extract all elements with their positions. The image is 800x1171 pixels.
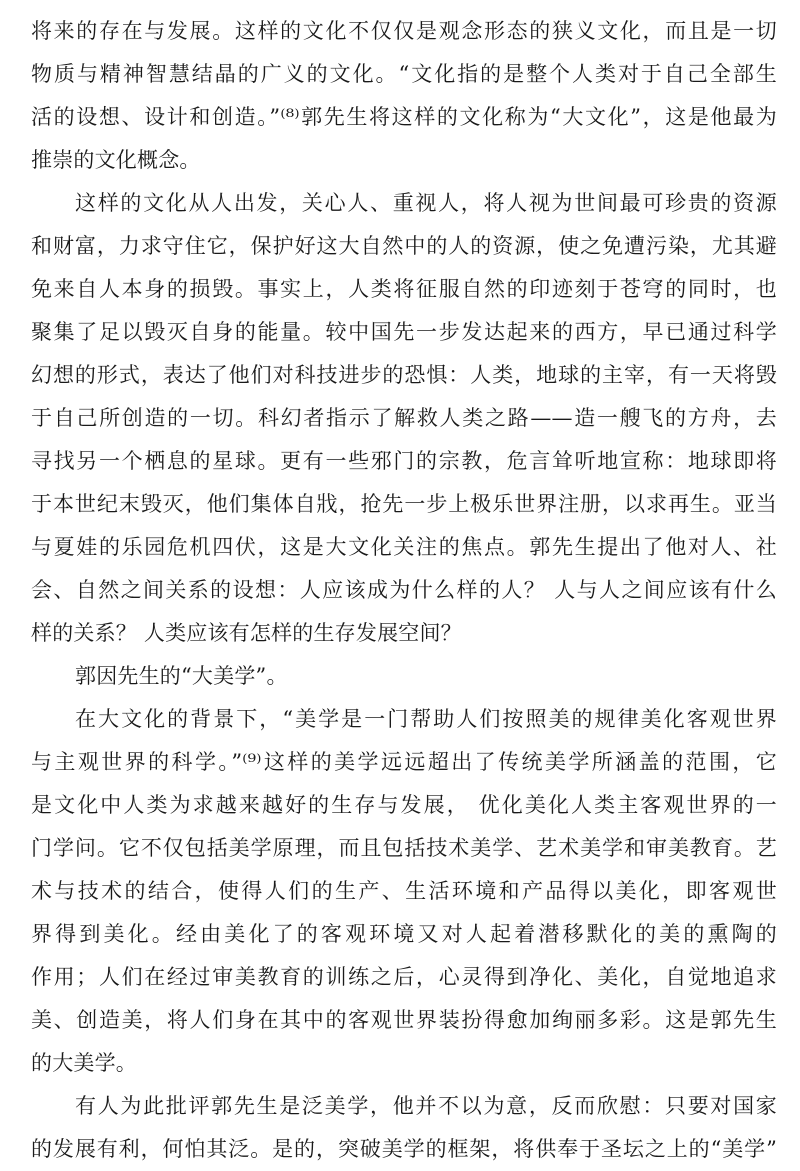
- text-line: 有人为此批评郭先生是泛美学，他并不以为意，反而欣慰：只要对国家: [75, 1094, 777, 1118]
- text-line: 和财富，力求守住它，保护好这大自然中的人的资源，使之免遭污染，尤其避: [31, 234, 777, 258]
- document-page: [31, 10, 777, 1171]
- paragraph-4: [31, 1085, 777, 1171]
- text-line: 在大文化的背景下，“美学是一门帮助人们按照美的规律美化客观世界: [75, 707, 777, 731]
- text-line: 作用；人们在经过审美教育的训练之后，心灵得到净化、美化，自觉地追求: [31, 965, 777, 989]
- text-line: 会、自然之间关系的设想：人应该成为什么样的人？ 人与人之间应该有什么: [31, 578, 777, 602]
- text-line: 美、创造美，将人们身在其中的客观世界装扮得愈加绚丽多彩。这是郭先生: [31, 1008, 777, 1032]
- paragraph-2: [31, 182, 777, 655]
- text-line: 寻找另一个栖息的星球。更有一些邪门的宗教，危言耸听地宣称：地球即将: [31, 449, 777, 473]
- text-line: 样的关系？ 人类应该有怎样的生存发展空间？: [31, 621, 462, 645]
- text-line: 幻想的形式，表达了他们对科技进步的恐惧：人类，地球的主宰，有一天将毁: [31, 363, 777, 387]
- text-line: 界得到美化。经由美化了的客观环境又对人起着潜移默化的美的熏陶的: [31, 922, 777, 946]
- section-heading: [31, 655, 777, 698]
- text-line: 活的设想、设计和创造。”⁽⁸⁾郭先生将这样的文化称为“大文化”，这是他最为: [31, 105, 777, 129]
- text-line: 推崇的文化概念。: [31, 148, 201, 172]
- text-line: 与夏娃的乐园危机四伏，这是大文化关注的焦点。郭先生提出了他对人、社: [31, 535, 777, 559]
- text-line: 与主观世界的科学。”⁽⁹⁾这样的美学远远超出了传统美学所涵盖的范围，它: [31, 750, 777, 774]
- paragraph-3: [31, 698, 777, 1085]
- text-line: 将来的存在与发展。这样的文化不仅仅是观念形态的狭义文化，而且是一切: [31, 19, 777, 43]
- text-line: 免来自人本身的损毁。事实上，人类将征服自然的印迹刻于苍穹的同时，也: [31, 277, 777, 301]
- text-line: 术与技术的结合，使得人们的生产、生活环境和产品得以美化，即客观世: [31, 879, 777, 903]
- text-line: 聚集了足以毁灭自身的能量。较中国先一步发达起来的西方，早已通过科学: [31, 320, 777, 344]
- text-line: 物质与精神智慧结晶的广义的文化。“文化指的是整个人类对于自己全部生: [31, 62, 777, 86]
- text-line: 这样的文化从人出发，关心人、重视人，将人视为世间最可珍贵的资源: [75, 191, 777, 215]
- heading-line: 郭因先生的“大美学”。: [75, 664, 288, 688]
- text-line: 于自己所创造的一切。科幻者指示了解救人类之路——造一艘飞的方舟，去: [31, 406, 777, 430]
- text-line: 是文化中人类为求越来越好的生存与发展， 优化美化人类主客观世界的一: [31, 793, 777, 817]
- text-line: 门学问。它不仅包括美学原理，而且包括技术美学、艺术美学和审美教育。艺: [31, 836, 777, 860]
- paragraph-1: [31, 10, 777, 182]
- text-line: 的大美学。: [31, 1051, 137, 1075]
- text-line: 于本世纪末毁灭，他们集体自戕，抢先一步上极乐世界注册，以求再生。亚当: [31, 492, 777, 516]
- text-line: 的发展有利，何怕其泛。是的，突破美学的框架，将供奉于圣坛之上的“美学”: [31, 1137, 777, 1161]
